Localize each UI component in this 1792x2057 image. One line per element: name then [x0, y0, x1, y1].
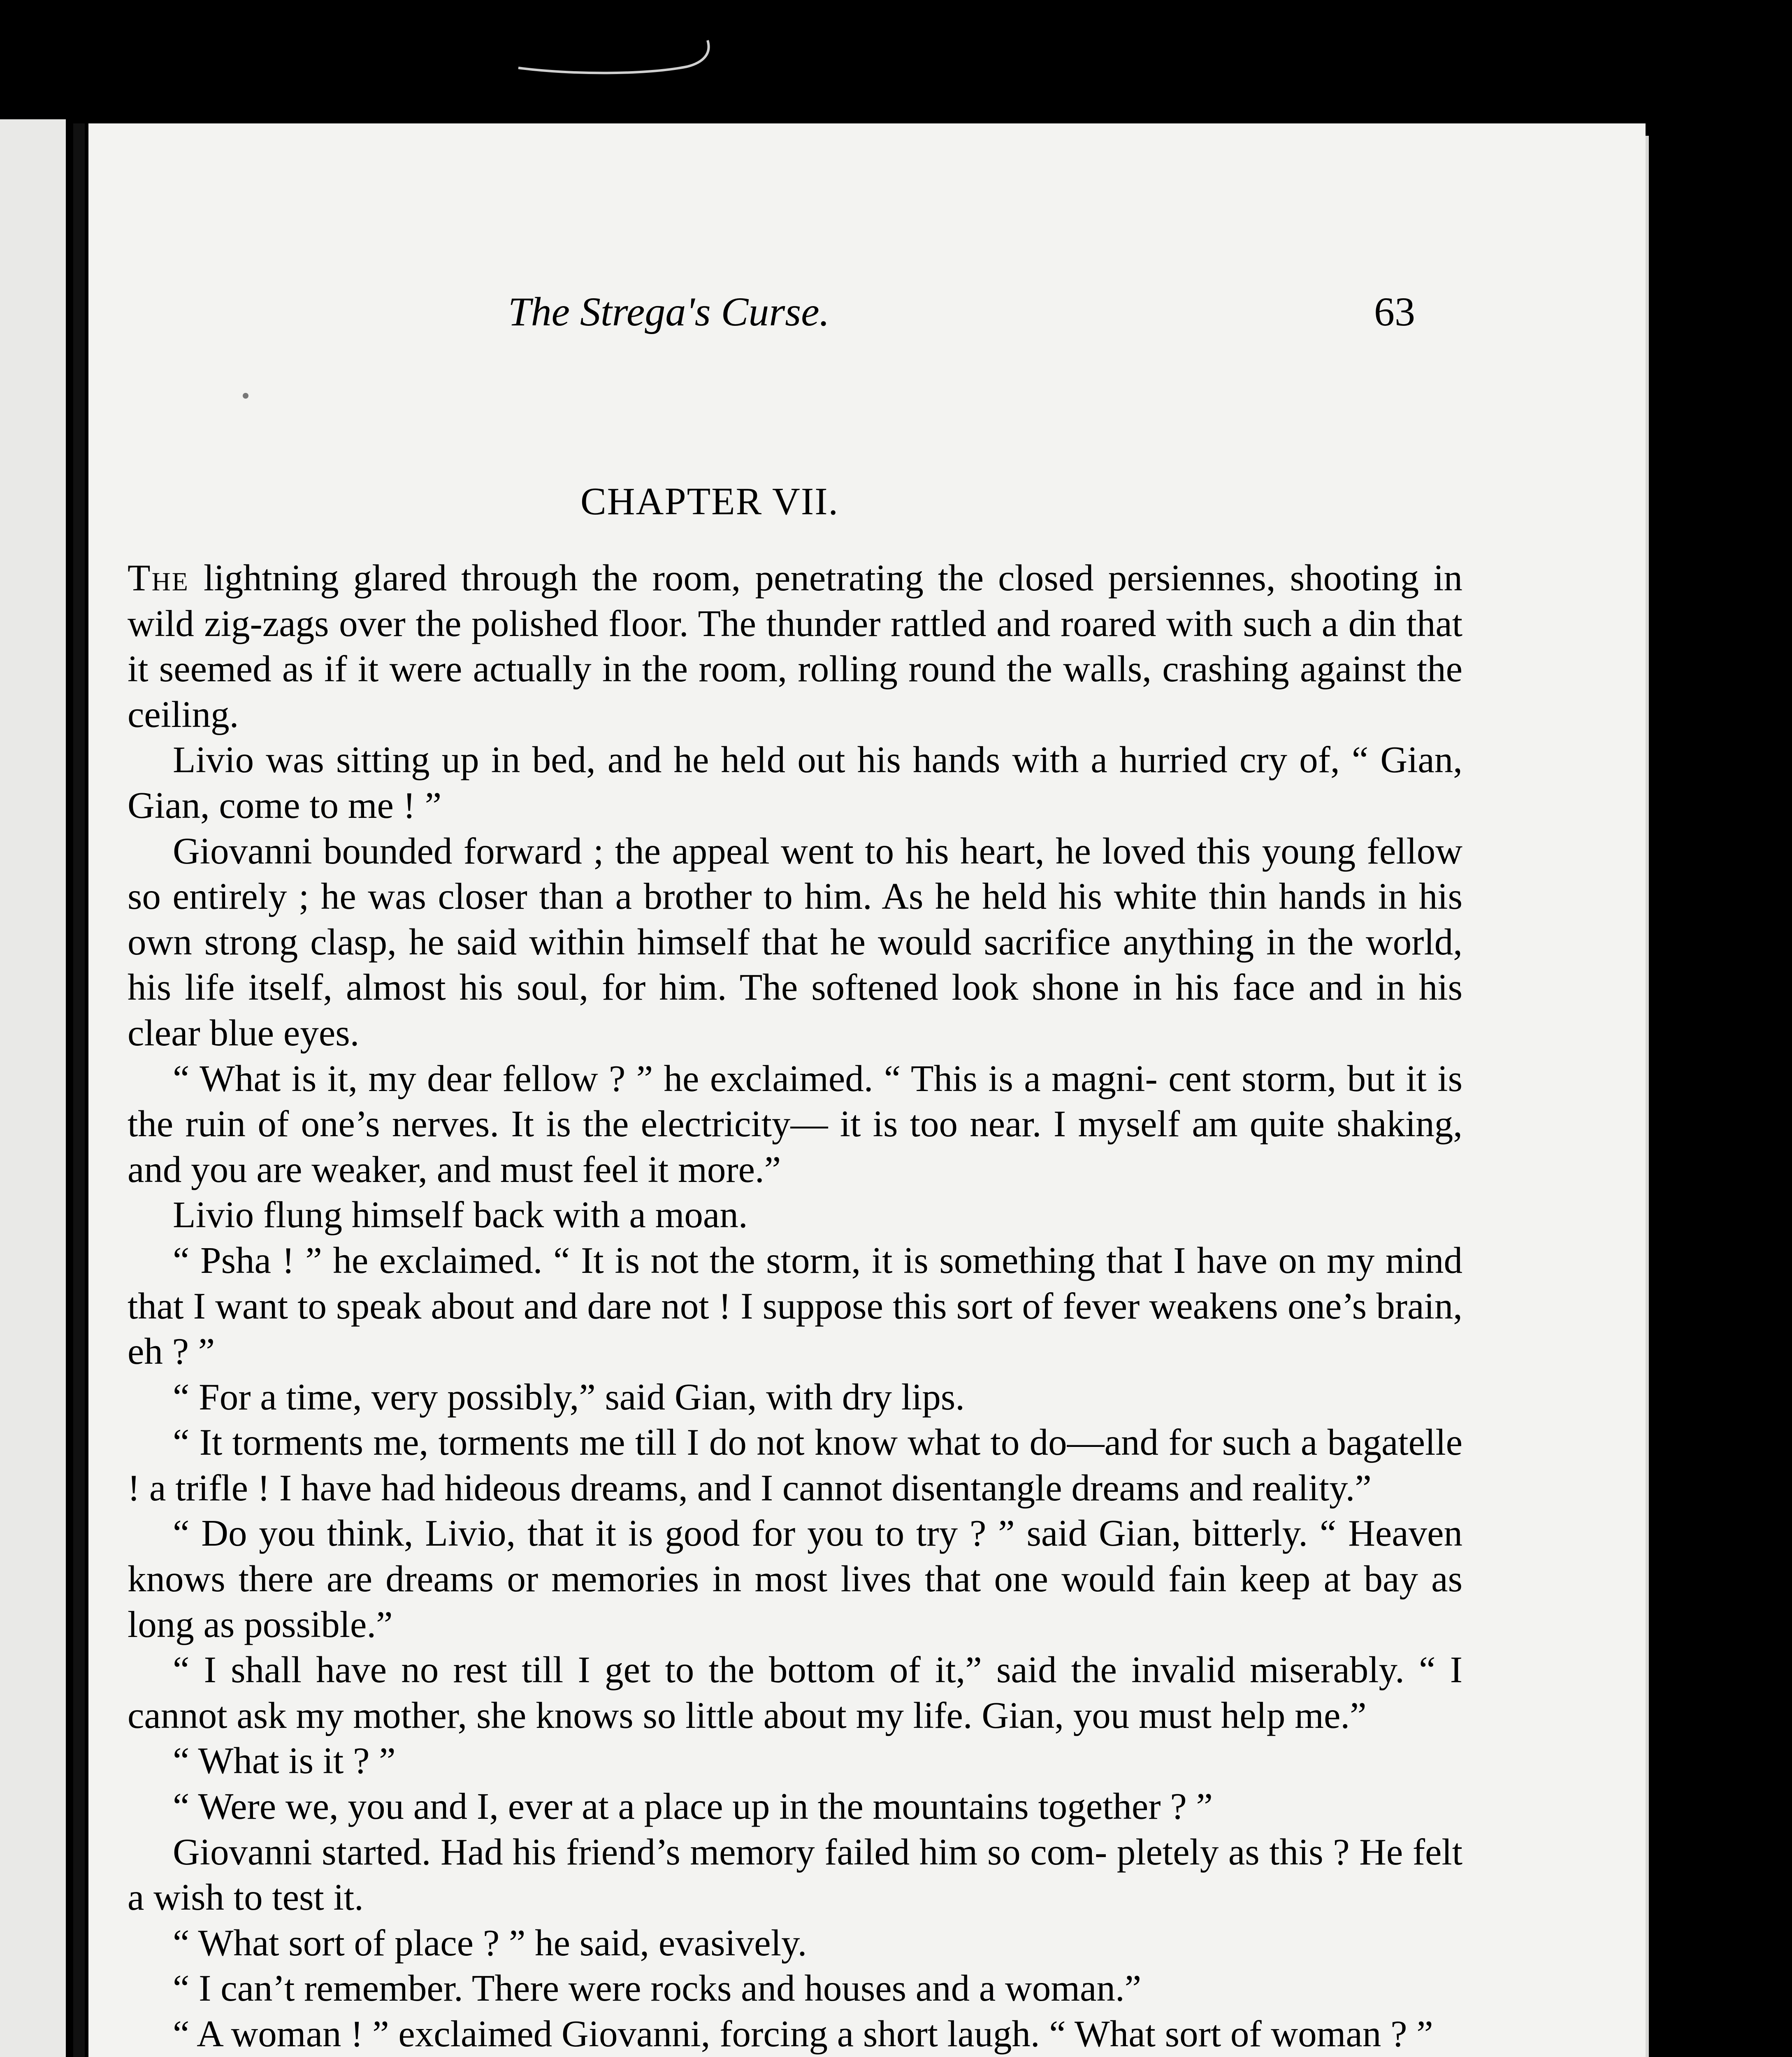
chapter-body: [128, 555, 1462, 2057]
paragraph-10: “ I shall have no rest till I get to the bottom of it,” said the invalid miserably. “ I cannot ask my mother, she knows so little about my life. Gian, you must help me.”: [128, 1649, 1462, 1736]
paragraph-2: Livio was sitting up in bed, and he held out his hands with a hurried cry of, “ Gian, Gian, come to me ! ”: [128, 739, 1462, 826]
paragraph-5: Livio flung himself back with a moan.: [173, 1194, 748, 1236]
paragraph-4: “ What is it, my dear fellow ? ” he exclaimed. “ This is a magni- cent storm, but it is the ruin of one’s nerves. It is the electricity— it is too near. I myself am quite shaking, and you are weaker, and must feel it more.”: [128, 1057, 1462, 1190]
paragraph-13: Giovanni started. Had his friend’s memory failed him so com- pletely as this ? He felt a wish to test it.: [128, 1831, 1462, 1918]
paragraph-9: “ Do you think, Livio, that it is good for you to try ? ” said Gian, bitterly. “ Heaven knows there are dreams or memories in most lives that one would fain keep at bay as long as possible.”: [128, 1512, 1462, 1645]
paragraph-text: lightning glared through the room, penetrating the closed persiennes, shooting in wild zig-zags over the polished floor. The thunder rattled and roared with such a din that it seemed as if it were actually in the room, rolling round the walls, crashing against the ceiling.: [128, 557, 1462, 735]
facing-page-edge: [0, 119, 66, 2057]
paragraph-6: “ Psha ! ” he exclaimed. “ It is not the storm, it is something that I have on my mind that I want to speak about and dare not ! I suppose this sort of fever weakens one’s brain, eh ? ”: [128, 1239, 1462, 1372]
paragraph-15: “ I can’t remember. There were rocks and houses and a woman.”: [173, 1967, 1142, 2009]
page-number: 63: [1374, 289, 1415, 334]
paragraph-1: [128, 555, 1462, 737]
running-head: The Strega's Curse.: [508, 289, 830, 334]
page-edge-shadow: [1646, 136, 1649, 2057]
paragraph-12: “ Were we, you and I, ever at a place up in the mountains together ? ”: [173, 1785, 1213, 1827]
book-gutter: [73, 123, 85, 2057]
scan-speck: [243, 393, 248, 399]
opening-word: The: [128, 557, 189, 599]
paragraph-8: “ It torments me, torments me till I do not know what to do—and for such a bagatelle ! a trifle ! I have had hideous dreams, and I cannot disentangle dreams and reality.”: [128, 1421, 1462, 1509]
chapter-title: CHAPTER VII.: [580, 480, 839, 523]
paragraph-3: Giovanni bounded forward ; the appeal went to his heart, he loved this young fellow so entirely ; he was closer than a brother to him. As he held his white thin hands in his own strong clasp, he said within himself that he would sacrifice anything in the world, his life itself, almost his soul, for him. The softened look shone in his face and in his clear blue eyes.: [128, 830, 1462, 1054]
paragraph-14: “ What sort of place ? ” he said, evasively.: [173, 1922, 807, 1964]
paragraph-16: “ A woman ! ” exclaimed Giovanni, forcing a short laugh. “ What sort of woman ? ”: [173, 2013, 1433, 2055]
paragraph-11: “ What is it ? ”: [173, 1740, 396, 1782]
binding-thread-mark: [510, 37, 724, 86]
paragraph-7: “ For a time, very possibly,” said Gian, with dry lips.: [173, 1376, 965, 1418]
